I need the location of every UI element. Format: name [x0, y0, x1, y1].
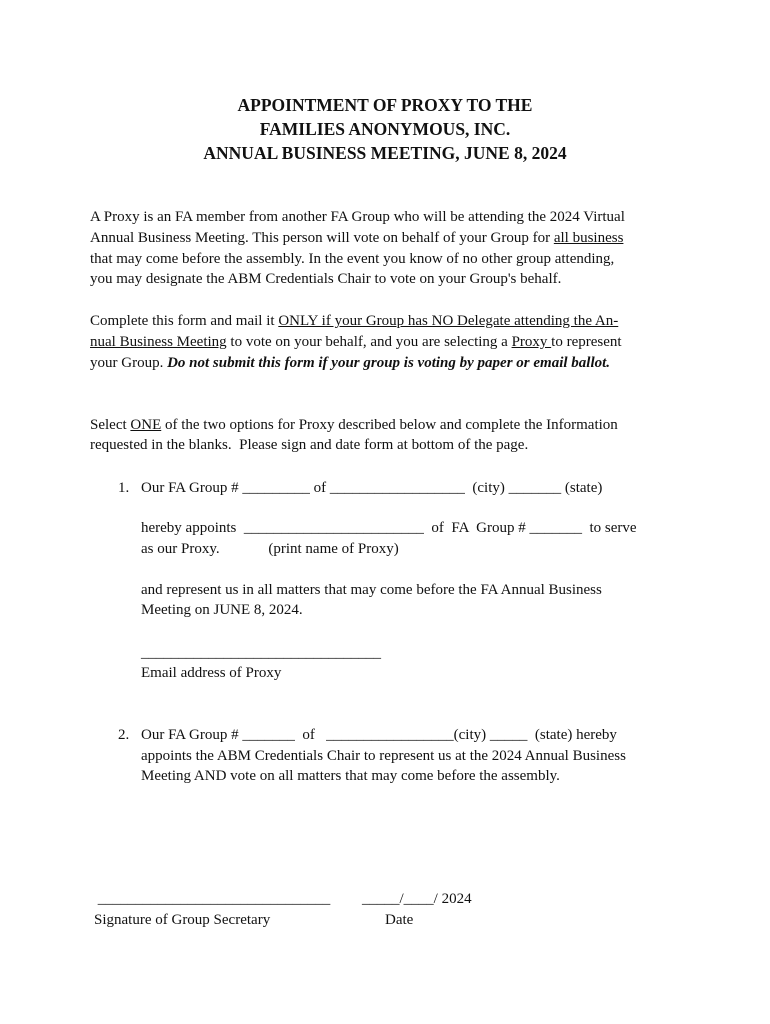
option-1-proxy-line: as our Proxy. (print name of Proxy): [141, 541, 399, 557]
date-label: Date: [385, 912, 414, 928]
select-line-2: requested in the blanks. Please sign and date form at bottom of the page.: [90, 437, 529, 453]
complete-line-1: [90, 311, 618, 331]
option-1-represent-line: and represent us in all matters that may come before the FA Annual Business: [141, 582, 602, 598]
one-emphasis: ONE: [130, 417, 162, 433]
annual-business-meeting-emphasis: nual Business Meeting: [90, 334, 227, 350]
complete-line-3-text: your Group.: [90, 355, 168, 371]
option-2-appoints-line: appoints the ABM Credentials Chair to represent us at the 2024 Annual Business: [141, 748, 626, 764]
title-line-2: FAMILIES ANONYMOUS, INC.: [259, 119, 511, 139]
option-2-number: 2.: [118, 727, 130, 743]
only-if-no-delegate-emphasis: ONLY if your Group has NO Delegate attending the An-: [278, 313, 619, 329]
select-line-1-end: of the two options for Proxy described below and complete the Information: [161, 417, 618, 433]
title-line-3: ANNUAL BUSINESS MEETING, JUNE 8, 2024: [203, 143, 567, 163]
option-1-appoints-line[interactable]: hereby appoints ________________________ of FA Group # _______ to serve: [141, 520, 637, 536]
proxy-emphasis: Proxy: [511, 334, 552, 350]
intro-line-2-text: Annual Business Meeting. This person will vote on behalf of your Group for: [90, 230, 554, 246]
intro-line-3: that may come before the assembly. In the event you know of no other group attending,: [90, 251, 615, 267]
complete-line-3: [90, 353, 610, 373]
option-2-meeting-line: Meeting AND vote on all matters that may come before the assembly.: [141, 768, 560, 784]
option-2-group-line[interactable]: Our FA Group # _______ of _________________(city) _____ (state) hereby: [141, 727, 617, 743]
signature-label: Signature of Group Secretary: [94, 912, 271, 928]
select-line-1: [90, 415, 618, 435]
select-line-1-start: Select: [90, 417, 131, 433]
date-field[interactable]: _____/____/ 2024: [362, 891, 472, 907]
proxy-email-field[interactable]: ________________________________: [141, 645, 381, 661]
intro-line-4: you may designate the ABM Credentials Chair to vote on your Group's behalf.: [90, 271, 562, 287]
signature-field[interactable]: _______________________________: [94, 891, 331, 907]
proxy-email-label: Email address of Proxy: [141, 665, 282, 681]
option-1-meeting-line: Meeting on JUNE 8, 2024.: [141, 602, 303, 618]
option-1-group-line[interactable]: Our FA Group # _________ of __________________ (city) _______ (state): [141, 480, 603, 496]
complete-line-1-text: Complete this form and mail it: [90, 313, 279, 329]
option-1-number: 1.: [118, 480, 130, 496]
complete-line-2-end: to represent: [551, 334, 622, 350]
complete-line-2: [90, 332, 622, 352]
intro-line-2: [90, 228, 623, 248]
all-business-emphasis: all business: [553, 230, 624, 246]
title-line-1: APPOINTMENT OF PROXY TO THE: [237, 95, 533, 115]
do-not-submit-warning: Do not submit this form if your group is voting by paper or email ballot.: [167, 355, 611, 371]
complete-line-2-text: to vote on your behalf, and you are selecting a: [226, 334, 512, 350]
intro-line-1: A Proxy is an FA member from another FA Group who will be attending the 2024 Virtual: [90, 209, 625, 225]
